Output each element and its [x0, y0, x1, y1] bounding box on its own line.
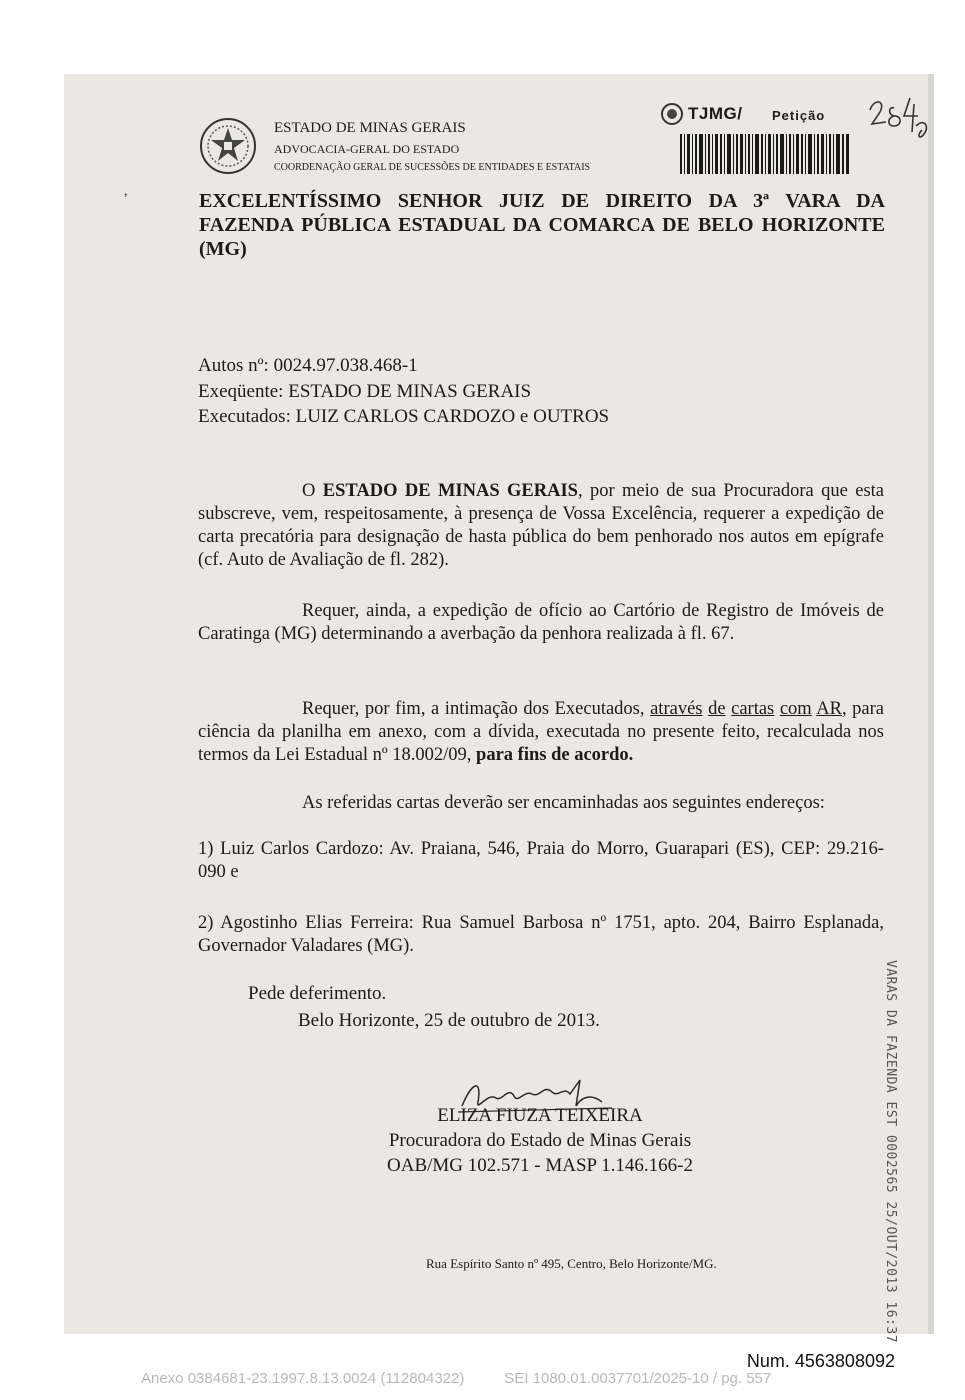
state-coat-of-arms-icon — [198, 116, 258, 176]
address-2: 2) Agostinho Elias Ferreira: Rua Samuel Barbosa nº 1751, apto. 204, Bairro Esplanada, Governador Valadares (MG). — [198, 913, 884, 956]
stamp-title: TJMG/ — [688, 104, 743, 123]
closing-request: Pede deferimento. — [248, 983, 387, 1004]
paragraph-3-emphasis: para fins de acordo. — [476, 745, 634, 765]
case-claimant: Exeqüente: ESTADO DE MINAS GERAIS — [198, 381, 532, 402]
tjmg-seal-icon — [660, 102, 684, 126]
case-number: Autos nº: 0024.97.038.468-1 — [198, 355, 418, 376]
annex-reference: Anexo 0384681-23.1997.8.13.0024 (112804322) — [141, 1370, 465, 1387]
agency-address: Rua Espírito Santo nº 495, Centro, Belo Horizonte/MG. — [426, 1256, 717, 1271]
header-agency: ADVOCACIA-GERAL DO ESTADO — [274, 142, 460, 156]
protocol-stamp — [880, 960, 900, 1344]
signatory-name: ELIZA FIUZA TEIXEIRA — [437, 1105, 643, 1126]
paragraph-2: Requer, ainda, a expedição de ofício ao Cartório de Registro de Imóveis de Caratinga (MG) determinando a averbação da penhora realizada à fl. 67. — [198, 601, 884, 644]
header-division: COORDENAÇÃO GERAL DE SUCESSÕES DE ENTIDADES E ESTATAIS — [274, 162, 591, 173]
document-number: Num. 4563808092 — [746, 1351, 895, 1371]
header-state: ESTADO DE MINAS GERAIS — [274, 120, 466, 136]
protocol-stamp-text: VARAS DA FAZENDA EST 0002565 25/OUT/2013 16:37 — [883, 960, 898, 1344]
signatory-registration: OAB/MG 102.571 - MASP 1.146.166-2 — [387, 1155, 693, 1176]
paragraph-4: As referidas cartas deverão ser encaminhadas aos seguintes endereços: — [302, 793, 825, 813]
annex-footer — [141, 1370, 771, 1387]
handwritten-folio-number — [866, 92, 936, 148]
barcode-icon — [680, 134, 850, 174]
signatory-role: Procuradora do Estado de Minas Gerais — [388, 1130, 692, 1151]
paragraph-1: O ESTADO DE MINAS GERAIS, por meio de sua Procuradora que esta subscreve, vem, respeitosamente, à presença de Vossa Excelência, requerer a expedição de carta precatória para designação de hasta pública do bem penhorado nos autos em epígrafe (cf. Auto de Avaliação de fl. 282). — [198, 481, 884, 570]
case-defendants: Executados: LUIZ CARLOS CARDOZO e OUTROS — [198, 406, 610, 427]
tjmg-petition-stamp — [660, 100, 855, 180]
addressee: EXCELENTÍSSIMO SENHOR JUIZ DE DIREITO DA 3ª VARA DA FAZENDA PÚBLICA ESTADUAL DA COMARCA DE BELO HORIZONTE (MG) — [199, 190, 885, 260]
margin-tick: , — [124, 184, 128, 199]
paragraph-3: Requer, por fim, a intimação dos Executados, através de cartas com AR, para ciência da planilha em anexo, com a dívida, executada no presente feito, recalculada nos termos da Lei Estadual nº 18.002/09, para fins de acordo. — [198, 699, 884, 765]
place-date: Belo Horizonte, 25 de outubro de 2013. — [298, 1010, 600, 1031]
stamp-tag: Petição — [772, 108, 826, 123]
address-1: 1) Luiz Carlos Cardozo: Av. Praiana, 546, Praia do Morro, Guarapari (ES), CEP: 29.216-090 e — [198, 839, 884, 882]
sei-reference: SEI 1080.01.0037701/2025-10 / pg. 557 — [504, 1370, 772, 1387]
paragraph-1-subject: ESTADO DE MINAS GERAIS — [322, 481, 578, 501]
